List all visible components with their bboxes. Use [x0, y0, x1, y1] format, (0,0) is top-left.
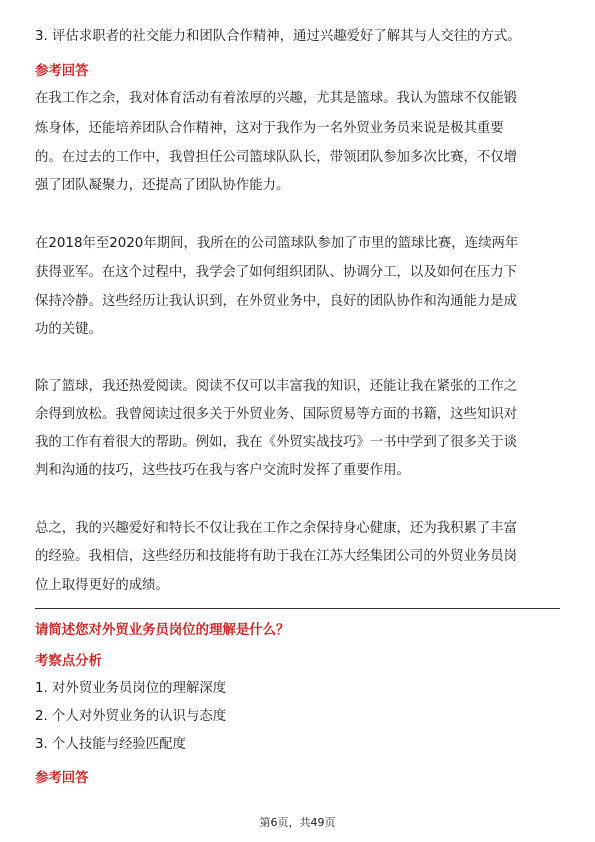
paragraph-line: 总之，我的兴趣爱好和特长不仅让我在工作之余保持身心健康，还为我积累了丰富 — [35, 521, 518, 536]
paragraph-line: 的经验。我相信，这些经历和技能将有助于我在江苏大经集团公司的外贸业务员岗 — [35, 549, 518, 564]
paragraph-line: 炼身体，还能培养团队合作精神，这对于我作为一名外贸业务员来说是极其重要 — [35, 121, 504, 136]
paragraph-line: 判和沟通的技巧，这些技巧在我与客户交流时发挥了重要作用。 — [35, 463, 410, 478]
page-number: 第6页，共49页 — [259, 816, 336, 829]
paragraph-line: 获得亚军。在这个过程中，我学会了如何组织团队、协调分工，以及如何在压力下 — [35, 265, 518, 280]
analysis-heading: 考察点分析 — [35, 654, 102, 669]
analysis-item: 2. 个人对外贸业务的认识与态度 — [35, 709, 227, 724]
paragraph-line: 强了团队凝聚力，还提高了团队协作能力。 — [35, 178, 290, 193]
paragraph-line: 保持冷静。这些经历让我认识到，在外贸业务中，良好的团队协作和沟通能力是成 — [35, 294, 518, 309]
paragraph-line: 的。在过去的工作中，我曾担任公司篮球队队长，带领团队参加多次比赛，不仅增 — [35, 150, 518, 165]
analysis-item: 1. 对外贸业务员岗位的理解深度 — [35, 681, 227, 696]
evaluation-point-3: 3. 评估求职者的社交能力和团队合作精神，通过兴趣爱好了解其与人交往的方式。 — [35, 29, 521, 44]
reference-answer-heading: 参考回答 — [35, 64, 89, 79]
analysis-item: 3. 个人技能与经验匹配度 — [35, 737, 186, 752]
paragraph-line: 位上取得更好的成绩。 — [35, 578, 169, 593]
section-divider — [35, 608, 560, 609]
paragraph-line: 在2018年至2020年期间，我所在的公司篮球队参加了市里的篮球比赛，连续两年 — [35, 236, 519, 251]
question-heading: 请简述您对外贸业务员岗位的理解是什么？ — [35, 623, 290, 638]
paragraph-line: 在我工作之余，我对体育活动有着浓厚的兴趣，尤其是篮球。我认为篮球不仅能锻 — [35, 91, 518, 106]
paragraph-line: 除了篮球，我还热爱阅读。阅读不仅可以丰富我的知识，还能让我在紧张的工作之 — [35, 379, 518, 394]
paragraph-line: 功的关键。 — [35, 322, 102, 337]
paragraph-line: 余得到放松。我曾阅读过很多关于外贸业务、国际贸易等方面的书籍，这些知识对 — [35, 407, 518, 422]
paragraph-line: 我的工作有着很大的帮助。例如，我在《外贸实战技巧》一书中学到了很多关于谈 — [35, 435, 518, 450]
reference-answer-heading-2: 参考回答 — [35, 771, 89, 786]
